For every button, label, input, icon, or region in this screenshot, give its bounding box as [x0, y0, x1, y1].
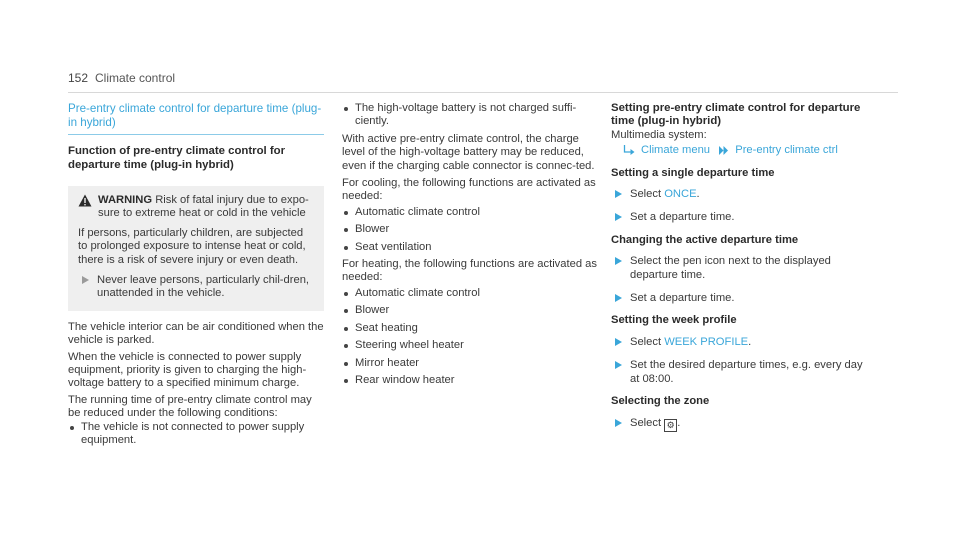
conditions-list	[68, 421, 324, 448]
step: Select ONCE.	[611, 188, 866, 201]
list-item-text: Rear window heater	[355, 373, 455, 386]
bullet-icon	[344, 362, 348, 366]
arrow-right-icon	[615, 257, 622, 265]
arrow-right-icon	[615, 213, 622, 221]
arrow-right-icon	[82, 276, 89, 284]
list-item-text: Automatic climate control	[355, 205, 480, 218]
warning-lead: Risk of fatal injury due to expo-sure to extreme heat or cold in the vehicle	[98, 194, 309, 220]
return-arrow-icon	[623, 145, 635, 156]
nav-path	[611, 144, 866, 157]
nav-pre-entry-climate[interactable]: Pre-entry climate ctrl	[735, 144, 838, 157]
paragraph: For cooling, the following functions are activated as needed:	[342, 177, 596, 203]
step-text: Set a departure time.	[630, 292, 735, 305]
bullet-icon	[344, 292, 348, 296]
function-heading: Function of pre-entry climate control for departure time (plug-in hybrid)	[68, 145, 286, 171]
bullet-icon	[344, 211, 348, 215]
section-title: Pre-entry climate control for departure time (plug-in hybrid)	[68, 102, 324, 135]
step-text: Select	[630, 416, 662, 429]
system-label: Multimedia system:	[611, 128, 707, 141]
conditions-list-cont	[342, 102, 597, 129]
paragraph: For heating, the following functions are activated as needed:	[342, 258, 597, 284]
page-number: 152	[68, 71, 89, 85]
list-item-text: Seat ventilation	[355, 240, 432, 253]
list-item	[342, 241, 597, 254]
double-arrow-icon	[719, 146, 728, 155]
column-3	[611, 102, 866, 432]
step-text: Select	[630, 335, 662, 348]
bullet-icon	[344, 344, 348, 348]
heating-list	[342, 287, 597, 387]
step	[611, 292, 866, 305]
arrow-right-icon	[615, 294, 622, 302]
list-item	[342, 287, 597, 300]
warning-triangle-icon	[78, 194, 92, 207]
once-option[interactable]: ONCE	[664, 188, 697, 201]
zone-heading: Selecting the zone	[611, 395, 710, 408]
step-text: Set a departure time.	[630, 211, 735, 224]
warning-title: WARNING	[98, 194, 153, 206]
list-item-text: The high-voltage battery is not charged suffi-ciently.	[355, 102, 577, 128]
list-item	[342, 374, 597, 387]
step-text: Select the pen icon next to the displayed departure time.	[630, 255, 831, 281]
bullet-icon	[344, 309, 348, 313]
list-item-text: Mirror heater	[355, 356, 420, 369]
nav-climate-menu[interactable]: Climate menu	[641, 144, 711, 157]
bullet-icon	[344, 327, 348, 331]
column-1	[68, 102, 324, 448]
list-item	[68, 421, 324, 448]
list-item	[342, 322, 597, 335]
list-item	[342, 339, 597, 352]
step: Select ⚙ .	[611, 417, 866, 432]
bullet-icon	[70, 426, 74, 430]
list-item-text: Blower	[355, 223, 390, 236]
step	[611, 255, 866, 282]
list-item	[342, 223, 597, 236]
step: Select WEEK PROFILE.	[611, 336, 866, 349]
page-header	[68, 72, 898, 93]
arrow-right-icon	[615, 338, 622, 346]
step	[611, 359, 866, 386]
bullet-icon	[344, 246, 348, 250]
list-item	[342, 357, 597, 370]
bullet-icon	[344, 379, 348, 383]
step-text: Set the desired departure times, e.g. every day at 08:00.	[630, 359, 863, 385]
list-item	[342, 206, 597, 219]
arrow-right-icon	[615, 419, 622, 427]
single-departure-heading: Setting a single departure time	[611, 166, 775, 179]
paragraph: When the vehicle is connected to power supply equipment, priority is given to charging the high-voltage battery to a specified minimum charge.	[68, 350, 307, 390]
warning-head	[78, 194, 314, 221]
list-item-text: Blower	[355, 304, 390, 317]
step-text: Select	[630, 188, 662, 201]
column-2	[342, 102, 597, 387]
paragraph: The vehicle interior can be air conditioned when the vehicle is parked.	[68, 320, 324, 347]
setting-heading: Setting pre-entry climate control for departure time (plug-in hybrid)	[611, 102, 861, 128]
warning-body: If persons, particularly children, are subjected to prolonged exposure to intense heat or cold, there is a risk of severe injury or even death.	[78, 226, 306, 266]
arrow-right-icon	[615, 361, 622, 369]
week-profile-option[interactable]: WEEK PROFILE	[664, 335, 749, 348]
list-item-text: Seat heating	[355, 321, 418, 334]
list-item	[342, 304, 597, 317]
cooling-list	[342, 206, 597, 254]
paragraph: With active pre-entry climate control, the charge level of the high-voltage battery may be reduced, even if the charging cable connector is connec-ted.	[342, 132, 595, 172]
warning-step	[78, 274, 314, 301]
change-departure-heading: Changing the active departure time	[611, 233, 799, 246]
bullet-icon	[344, 228, 348, 232]
warning-step-text: Never leave persons, particularly chil-dren, unattended in the vehicle.	[97, 274, 310, 300]
list-item-text: The vehicle is not connected to power supply equipment.	[81, 420, 305, 447]
week-profile-heading: Setting the week profile	[611, 314, 737, 327]
paragraph: The running time of pre-entry climate control may be reduced under the following conditions:	[68, 393, 312, 420]
bullet-icon	[344, 107, 348, 111]
page-title: Climate control	[95, 71, 176, 85]
zone-gear-icon[interactable]: ⚙	[664, 419, 677, 432]
step	[611, 211, 866, 224]
warning-box	[68, 186, 324, 311]
list-item-text: Automatic climate control	[355, 286, 480, 299]
arrow-right-icon	[615, 190, 622, 198]
list-item-text: Steering wheel heater	[355, 339, 464, 352]
list-item	[342, 102, 597, 129]
